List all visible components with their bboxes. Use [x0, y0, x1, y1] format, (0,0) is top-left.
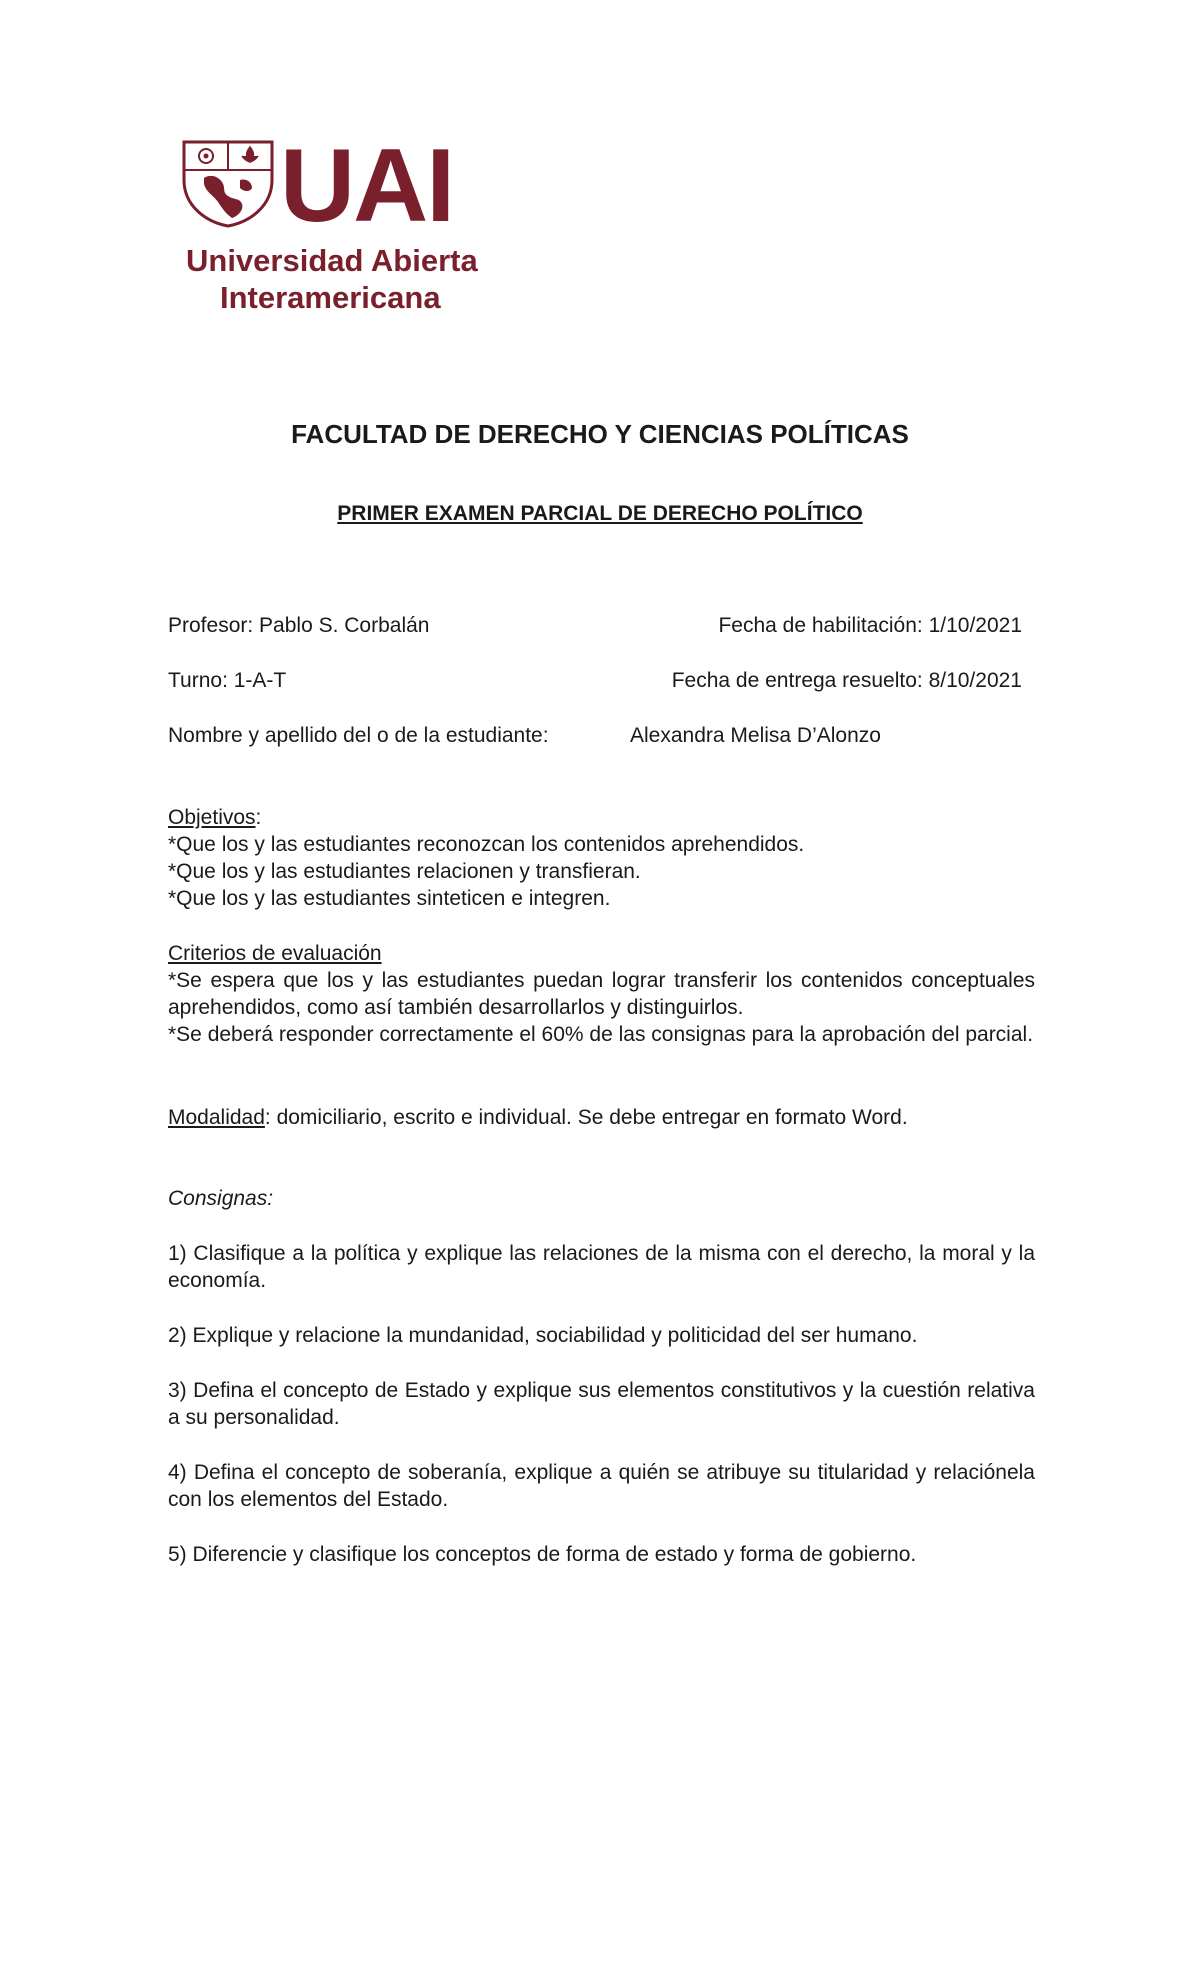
criterio-item: *Se espera que los y las estudiantes puedan lograr transferir los contenidos conceptuales aprehendidos, como así también desarrollarlos y distinguirlos.	[168, 969, 1035, 1019]
fecha-habilitacion-field: Fecha de habilitación: 1/10/2021	[718, 614, 1022, 637]
objetivos-colon: :	[255, 806, 262, 829]
consigna-item: 3) Defina el concepto de Estado y explique sus elementos constitutivos y la cuestión relativa a su personalidad.	[168, 1379, 1035, 1429]
fecha-entrega-field: Fecha de entrega resuelto: 8/10/2021	[671, 669, 1022, 692]
consigna-item: 2) Explique y relacione la mundanidad, sociabilidad y politicidad del ser humano.	[168, 1324, 918, 1347]
criterios-section	[168, 940, 1035, 1048]
consigna-item: 1) Clasifique a la política y explique las relaciones de la misma con el derecho, la moral y la economía.	[168, 1242, 1035, 1292]
student-name-label: Nombre y apellido del o de la estudiante:	[168, 724, 549, 747]
logo-university-name-line1: Universidad Abierta	[186, 243, 478, 278]
objetivos-section	[168, 804, 1035, 912]
logo-university-name-line2: Interamericana	[220, 280, 441, 315]
criterios-heading: Criterios de evaluación	[168, 942, 382, 965]
modalidad-section	[168, 1104, 1035, 1131]
modalidad-text: : domiciliario, escrito e individual. Se debe entregar en formato Word.	[264, 1106, 908, 1129]
shield-icon	[182, 140, 274, 228]
turno-field: Turno: 1-A-T	[168, 669, 287, 692]
consignas-heading: Consignas:	[168, 1187, 274, 1210]
exam-title: PRIMER EXAMEN PARCIAL DE DERECHO POLÍTICO	[337, 502, 863, 525]
objetivo-item: *Que los y las estudiantes reconozcan los contenidos aprehendidos.	[168, 833, 805, 856]
consigna-item: 4) Defina el concepto de soberanía, explique a quién se atribuye su titularidad y relaciónela con los elementos del Estado.	[168, 1461, 1035, 1511]
logo-wordmark: UAI	[280, 128, 454, 244]
modalidad-heading: Modalidad	[168, 1106, 265, 1129]
faculty-title: FACULTAD DE DERECHO Y CIENCIAS POLÍTICAS	[291, 419, 909, 449]
objetivo-item: *Que los y las estudiantes relacionen y transfieran.	[168, 860, 641, 883]
objetivos-heading: Objetivos	[168, 806, 256, 829]
uai-logo	[182, 128, 502, 315]
profesor-field: Profesor: Pablo S. Corbalán	[168, 614, 430, 637]
criterio-item: *Se deberá responder correctamente el 60% de las consignas para la aprobación del parcial.	[168, 1023, 1034, 1046]
objetivo-item: *Que los y las estudiantes sinteticen e integren.	[168, 887, 611, 910]
consigna-item: 5) Diferencie y clasifique los conceptos de forma de estado y forma de gobierno.	[168, 1543, 917, 1566]
student-name-value: Alexandra Melisa D’Alonzo	[630, 724, 881, 747]
